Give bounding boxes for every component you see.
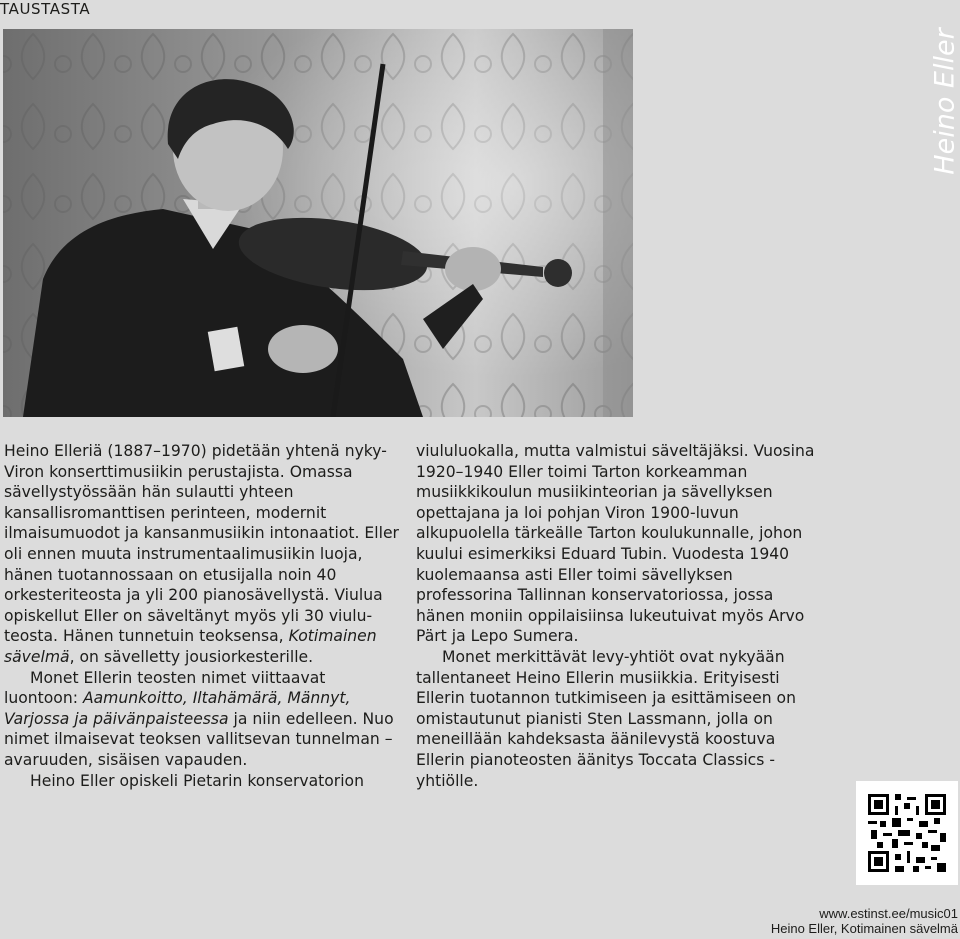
footer-url[interactable]: www.estinst.ee/music01 <box>819 906 958 921</box>
left-text-column <box>4 441 400 791</box>
right-text-column <box>416 441 820 791</box>
paragraph: Heino Eller opiskeli Pietarin konservatorion <box>30 771 364 790</box>
paragraph: Monet Ellerin teosten nimet viittaavat luontoon: Aamunkoitto, Iltahämärä, Männyt, Varjossa ja päivänpaisteessa ja niin edelleen. Nuo nimet ilmaisevat teoksen vallitsevan tunnelman – avaruuden, sisäisen vapauden. <box>4 668 394 769</box>
side-title-text: Heino Eller <box>929 27 960 175</box>
paragraph: viululuokalla, mutta valmistui säveltäjäksi. Vuosina 1920–1940 Eller toimi Tarton korkeamman musiikkikoulun musiikinteorian ja sävellyksen opettajana ja loi pohjan Viron 1900-luvun alkupuolella tärkeälle Tarton koulukunnalle, johon kuului esimerkiksi Eduard Tubin. Vuodesta 1940 kuolemaansa asti Eller toimi sävellyksen professorina Tallinnan konservatoriossa, jossa hänen moniin oppilaisiinsa lukeutuivat myös Arvo Pärt ja Lepo Sumera. <box>416 442 815 646</box>
violinist-illustration <box>3 29 633 417</box>
side-title <box>928 26 960 176</box>
footer-caption: Heino Eller, Kotimainen sävelmä <box>770 921 958 936</box>
paragraph: Heino Elleriä (1887–1970) pidetään yhtenä nyky-Viron konserttimusiikin perustajista. Omassa sävellystyössään hän sulautti yhteen kansallisromanttisen perinteen, modernit ilmaisumuodot ja kansanmusiikin intonaatiot. Eller oli ennen muuta instrumentaalimusiikin luoja, hänen tuotannossaan on etusijalla noin 40 orkesteriteosta ja yli 200 pianosävellystä. Viulua opiskellut Eller on säveltänyt myös yli 30 viulu-teosta. Hänen tunnetuin teoksensa, Kotimainen sävelmä, on sävelletty jousiorkesterille. <box>4 442 399 666</box>
paragraph: Monet merkittävät levy-yhtiöt ovat nykyään tallentaneet Heino Ellerin musiikkia. Erityisesti Ellerin tuotannon tutkimiseen ja esittämiseen on omistautunut pianisti Sten Lassmann, jolla on meneillään kahdeksasta äänilevystä koostuva Ellerin pianoteosten äänitys Toccata Classics -yhtiölle. <box>416 647 796 790</box>
section-label: TAUSTASTA <box>0 0 91 18</box>
portrait-photo <box>3 29 633 417</box>
qr-code[interactable] <box>856 781 958 885</box>
qr-code-icon <box>868 793 946 873</box>
